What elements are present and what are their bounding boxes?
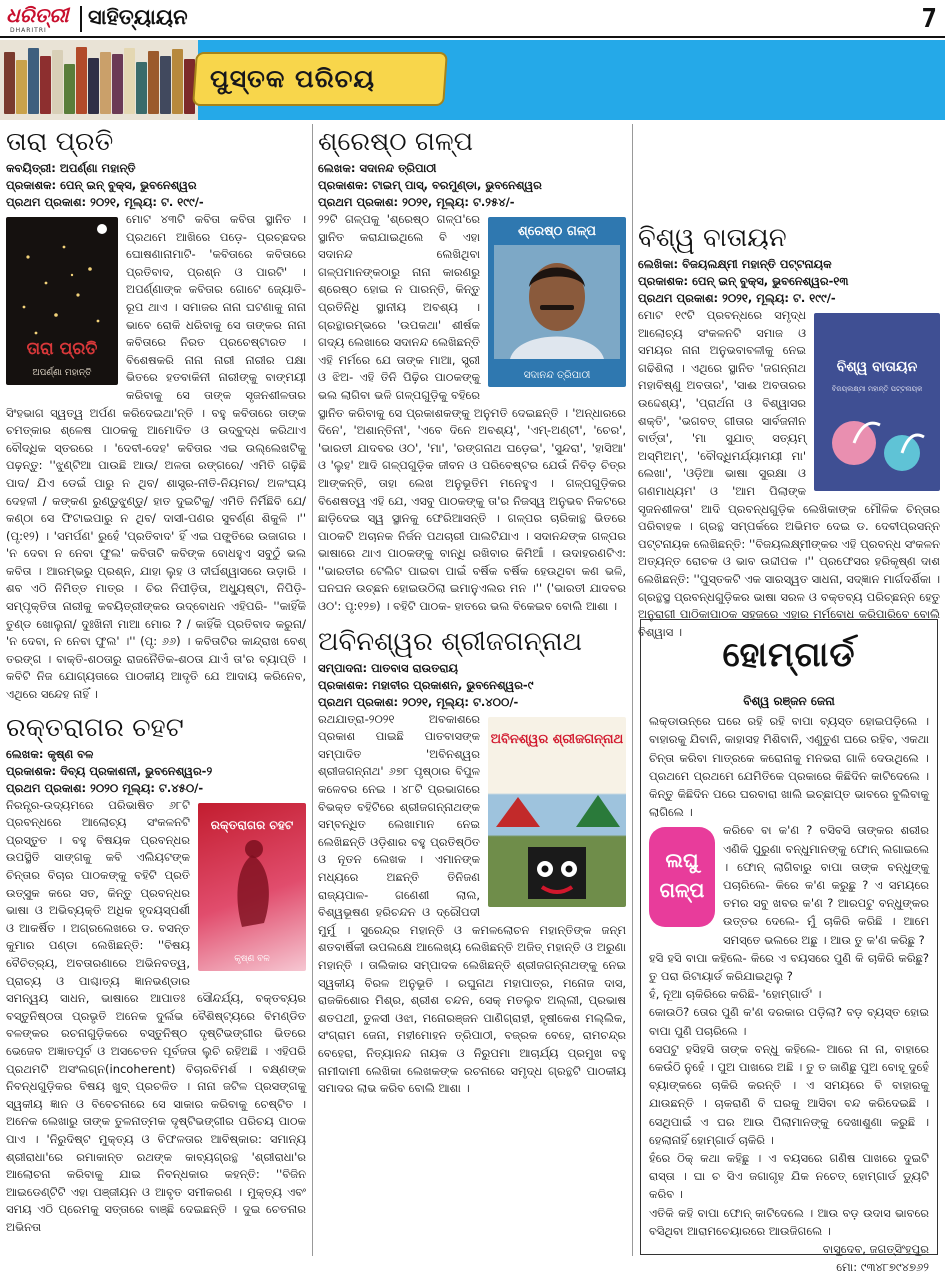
book-cover-shreshtha-galpa [488, 217, 626, 387]
review-author: ଲେଖକ: କୃଷ୍ଣ ବଳ [6, 746, 94, 761]
review-title: ତାରା ପ୍ରତି [6, 127, 114, 157]
book-cover-srijagannatha [488, 717, 626, 907]
book-cover-biswa-batayana [814, 313, 940, 491]
section-title: ସାହିତ୍ୟାୟନ [88, 5, 188, 29]
review-publisher: ପ୍ରକାଶକ: ପେନ୍ ଇନ୍ ବୁକ୍ସ, ଭୁବନେଶ୍ୱର [6, 178, 197, 192]
review-edition: ପ୍ରଥମ ପ୍ରକାଶ: ୨୦୨୧, ମୂଲ୍ୟ: ଟ. ୧୯୯/- [6, 195, 204, 209]
masthead-divider [80, 6, 82, 32]
flamingo-artwork [814, 313, 940, 491]
short-story-box [640, 619, 938, 1275]
column-middle [318, 124, 626, 1098]
laghu-galpa-badge: ଲଘୁ ଗଳ୍ପ [649, 827, 715, 927]
page-number: 7 [921, 4, 937, 34]
cover-title: ରକ୍ତରାଗର ଚହଟ [210, 817, 294, 832]
story-paragraph: ଲକ୍‌ଡାଉନ୍‌ରେ ଘରେ ରହି ରହି ବାପା ବ୍ୟସ୍ତ ହୋଇପଡ଼ିଲେ । ବାହାରକୁ ଯିବାନି, କାହାସହ ମିଶିବାନି, ଏଣୁତୁଣ ଘରେ ରହିବ, ଏକଥା ଚିନ୍ତା କରିବା ମାତ୍ରକେ କରୋନାକୁ ମନଭରା ଗାଳି ଦେଉଥିଲେ । ପ୍ରଥମେ ପ୍ରଥମେ ଯେମିତିକେ ପ୍ରକାରେ କିଛିଦିନ କାଟିଦେଲେ । କିନ୍ତୁ କିଛିଦିନ ପରେ ଘରବାରା ଖାଲି ଇଚ୍ଛାପ୍ତ ଭାବରେ ବୁଲିବାକୁ ଲାଗିଲେ । [649, 714, 929, 820]
cover-title: ତାରା ପ୍ରତି [26, 339, 98, 359]
story-paragraph: ହସି ହସି ବାପା କହିଲେ- କିରେ ଏ ବୟସରେ ପୁଣି କି ଚାକିରି କରିଛୁ? ତୁ ପରା ରିଟାୟାର୍ଡ କରିଯାଇଥିଲୁ ? [649, 950, 929, 984]
cover-title: ବିଶ୍ୱ ବାତାୟନ [836, 359, 918, 375]
jagannatha-artwork [488, 717, 626, 907]
review-raktaragara-chahata [6, 712, 306, 1237]
book-review-banner [0, 40, 945, 120]
story-author-place: ବାସୁଦେବ, ଜଗତ୍‌ସିଂହପୁର [822, 1242, 929, 1257]
review-body: ମୋଟ ୧୯ଟି ପ୍ରବନ୍ଧରେ ସମୃଦ୍ଧ ଆଲୋଚ୍ୟ ସଂକଳନଟି ସମାଜ ଓ ସମୟର ନାନା ଅନୁଭବାବଳୀକୁ ନେଇ ଗଢିଶିଲା । ଏଥିରେ ସ୍ଥାନିତ 'ଜଗନ୍ନାଥ ମହାବିଷ୍ଣୁ ଅବତାର', 'ସାଈ ଅବତାରର ଉଦ୍ଦେଶ୍ୟ', 'ପ୍ରାର୍ଥନା ଓ ବିଶ୍ୱାସର ଶକ୍ତି', 'ଭଗବତ୍ ଗୀତାର ସାର୍ବଜନୀନ ବାର୍ତ୍ତା', 'ମା ସୁଯାତ୍ ସତ୍ୟମ୍ ଅସ୍ମିଅମ୍', 'ବୌଦ୍ଧିମର୍ଯ୍ୟାମୟୀ ମା' ଲେଖା', 'ଓଡ଼ିଆ ଭାଷା ସୁରକ୍ଷା ଓ ଗଣମାଧ୍ୟମ' ଓ 'ଆମ ପିଲାଙ୍କ ସୃଜନଶୀଳତା' ଆଦି ପ୍ରବନ୍ଧଗୁଡ଼ିକ ଲେଖିକାଙ୍କ ମୌଳିକ ଚିନ୍ତାର ପରିବାହକ । ଗ୍ରନ୍ଥ ସମ୍ପର୍କରେ ଅଭିମତ ଦେଇ ଡ. ଦେବୀପ୍ରସନ୍ନ ପଟ୍ଟନାୟକ ଲେଖିଛନ୍ତି: ''ବିଜୟଲକ୍ଷ୍ମୀଙ୍କର ଏହି ପ୍ରବନ୍ଧ ସଂକଳନ ଅତ୍ୟନ୍ତ ରୋଚକ ଓ ଭାବ ଉଦ୍ଦୀପକ ।'' ପ୍ରଫେସର ହରିକୃଷ୍ଣ ଦାଶ ଲେଖିଛନ୍ତି: ''ପୁସ୍ତକଟି ଏକ ସାରସ୍ୱତ ସାଧନା, ସଦ୍‌ଜ୍ଞାନ ମାର୍ଗଦର୍ଶିକା । ଗ୍ରନ୍ଥସ୍ଥ ପ୍ରବନ୍ଧଗୁଡ଼ିକର ଭାଷା ସରଳ ଓ ବକ୍ତବ୍ୟ ପରିଚ୍ଛନ୍ନ ହେତୁ ଅନୁରାଗୀ ପାଠିକାପାଠକ ସହଜରେ ଏହାର ମର୍ମବୋଧ କରିପାରିବେ ବୋଲି ବିଶ୍ୱାସ । [638, 308, 940, 639]
author-portrait [488, 217, 626, 387]
bookshelf-image [0, 40, 198, 120]
stars-pattern [6, 217, 118, 385]
review-author: ଲେଖକ: ସଦାନନ୍ଦ ତ୍ରିପାଠୀ [318, 161, 437, 175]
masthead [0, 0, 945, 38]
banner-title: ପୁସ୍ତକ ପରିଚୟ [210, 64, 376, 93]
review-edition: ପ୍ରଥମ ପ୍ରକାଶ: ୨୦୨୧, ମୂଲ୍ୟ: ଟ.୪୦୦/- [318, 694, 519, 709]
review-title: ଶ୍ରେଷ୍ଠ ଗଳ୍ପ [318, 127, 474, 157]
review-publisher: ପ୍ରକାଶକ: ପେନ୍ ଇନ୍ ବୁକ୍ସ, ଭୁବନେଶ୍ୱର-୧୩ [638, 274, 849, 288]
story-paragraph: ସେପଟୁ ହସିହସି ତାଙ୍କ ବନ୍ଧୁ କହିଲେ- ଆରେ ନା ନା, ବାହାରେ କେଉଁଠି ନୁହେଁ । ପୁଅ ପାଖରେ ଅଛି । ତୁ ତ ଜାଣିଛୁ ପୁଅ ବୋହୂ ଦୁହେଁ ବ୍ୟାଙ୍କରେ ଚାକିରି କରନ୍ତି । ଏ ସମୟରେ ବି ବାହାରକୁ ଯାଉଛନ୍ତି । ଚାକରାଣି ବି ଘରକୁ ଆସିବା ବନ୍ଦ କରିଦେଇଛି । ସେଥିପାଇଁ ଏ ଘର ଆଉ ପିଲାମାନଙ୍କୁ ଦେଖାଶୁଣା କରୁଛି । ହେଲାନାହିଁ ହୋମ୍‌ଗାର୍ଡ ଚାକିରି । [649, 1041, 929, 1147]
cover-figure [198, 803, 306, 971]
review-publisher: ପ୍ରକାଶକ: ଟାଇମ୍ ପାସ୍, ବରମୁଣ୍ଡା, ଭୁବନେଶ୍ୱର [318, 178, 542, 192]
review-author: ଲେଖିକା: ବିଜୟଲକ୍ଷ୍ମୀ ମହାନ୍ତି ପଟ୍ଟନାୟକ [638, 257, 832, 271]
review-tara-prati [6, 126, 306, 704]
review-edition: ପ୍ରଥମ ପ୍ରକାଶ: ୨୦୨୧, ମୂଲ୍ୟ: ଟ. ୧୯୯/- [638, 291, 836, 305]
story-paragraph: ହଁରେ ଠିକ୍ କଥା କହିଛୁ । ଏ ବୟସରେ ଗଣିଷ ପାଖରେ ଦୁଇଟି ରାସ୍ତା । ଘା ଚ ସିଏ ଜଗାଗୃହ ଯିକ ନଚେତ୍ ହୋମ୍‌ଗାର୍ଡ ଡ୍ୟୁଟି କରିବ । [649, 1151, 929, 1202]
review-abinashwara-srijagannatha [318, 626, 626, 1098]
review-title: ରକ୍ତରାଗର ଚହଟ [6, 712, 184, 743]
cover-title: ଶ୍ରେଷ୍ଠ ଗଳ୍ପ [518, 224, 596, 239]
cover-author: ବିଜୟଲକ୍ଷ୍ମୀ ମହାନ୍ତି ପଟ୍ଟନାୟକ [831, 385, 923, 393]
story-paragraph: ଏତିକି କହି ବାପା ଫୋନ୍ କାଟିଦେଲେ । ଆଉ ବଡ଼ ଉଦାସ ଭାବରେ ବସିଥିବା ଆରାମଚେୟାରରେ ଆଉଜିଗଲେ । [649, 1205, 929, 1238]
story-paragraph: ହଁ, ନୂଆ ଚାକିରିରେ କରିଛି- 'ହୋମ୍‌ଗାର୍ଡ' । [649, 987, 822, 1002]
review-body: ରଥଯାତ୍ରା-୨୦୨୧ ଅବକାଶରେ ପ୍ରକାଶ ପାଇଛି ପାତବାସଙ୍କ ସମ୍ପାଦିତ 'ଅବିନଶ୍ୱର ଶ୍ରୀଜଗନ୍ନାଥ' ୬୭୮ ପୃଷ୍ଠାର ବିପୁଳ କଳେବର ନେଇ । ୪୮ଟି ପ୍ରଭାଗରେ ବିଭକ୍ତ ବହିଟିରେ ଶ୍ରୀଜଗନ୍ନାଥଙ୍କ ସମ୍ବନ୍ଧିତ ଲେଖାମାନ ନେଇ ଲେଖିଛନ୍ତି ଓଡ଼ିଶାର ବହୁ ପ୍ରତିଷ୍ଠିତ ଓ ନୂତନ ଲେଖକ । ଏମାନଙ୍କ ମଧ୍ୟରେ ଅଛନ୍ତି ତିନିଜଣ ରାଜ୍ୟପାଳ- ଗଣେଶୀ ଲାଲ, ବିଶ୍ୱଭୂଷଣ ହରିଚନ୍ଦନ ଓ ଦ୍ରୌପଦୀ ମୁର୍ମୁ । ସୁରେନ୍ଦ୍ର ମହାନ୍ତି ଓ କମଳଲୋଚନ ମହାନ୍ତିଙ୍କ ଜନ୍ମ ଶତବାର୍ଷିକୀ ଉପଲକ୍ଷେ ଆଲେଖ୍ୟ ଲେଖିଛନ୍ତି ଅଜିତ୍ ମହାନ୍ତି ଓ ଅରୁଣା ମହାନ୍ତି । ତାଲିକାର ସମ୍ପାଦକ ଲେଖିଛନ୍ତି ଶ୍ରୀଜଗନ୍ନାଥଙ୍କୁ ନେଇ ସ୍ୱକୀୟ ବିରଳ ଅନୁଭୂତି । ରଘୁନାଥ ମହାପାତ୍ର, ମନୋଜ ଦାସ, ରାଜକିଶୋର ମିଶ୍ର, ଶ୍ରୀଶ ଚନ୍ଦନ, ସେକ୍ ମତଲୁବ ଅଲ୍ଲୀ, ପ୍ରଭାଷ ଶତପଥୀ, ତୁଳସୀ ଓଝା, ମନୋରଞ୍ଜନ ପାଣିଗ୍ରାହୀ, ହୃଷୀକେଶ ମଲ୍ଲିକ, ସଂଗ୍ରାମ ଜେନା, ମହୀମୋହନ ତ୍ରିପାଠୀ, ବଜ୍ରକ ବେହେ, ରାମଚନ୍ଦ୍ର ବେହେରା, ନିତ୍ୟାନନ୍ଦ ନାୟକ ଓ ନିରୁପମା ଆଚାର୍ଯ୍ୟ ପ୍ରମୁଖ ବହୁ ନାମୀଦାମୀ ଲେଖିକା ଲେଖକଙ୍କ ରଚନାରେ ସମୃଦ୍ଧ ଗ୍ରନ୍ଥଟି ପାଠକୀୟ ସମାଦର ଲାଭ କରିବ ବୋଲି ଆଶା । [318, 711, 626, 1096]
cover-title: ଅବିନଶ୍ୱର ଶ୍ରୀଜଗନ୍ନାଥ [490, 731, 624, 747]
review-body: ନିରନ୍ତ୍ର-ଉଦ୍ୟମରେ ପରିଭାଷିତ ୬୮ଟି ପ୍ରବନ୍ଧରେ ଆଲୋଚ୍ୟ ସଂକଳନଟି ପ୍ରସ୍ତୁତ । ବହୁ ବିଷୟକ ପ୍ରବନ୍ଧର ଉପସ୍ଥିତି ସାଙ୍ଗକୁ କବି ଏଲିୟଟଙ୍କ ଚିନ୍ତାର ବିଚାର ପାଠକଙ୍କୁ ବହିଟି ପ୍ରତି ଉତ୍ସୁକ କରେ ସତ, କିନ୍ତୁ ପ୍ରବନ୍ଧର ଭାଷା ଓ ଅଭିବ୍ୟକ୍ତି ଅଧିକ ହୃଦୟସ୍ପର୍ଶୀ ଓ ଆକର୍ଷିତ । ଅଗ୍ରଲେଖରେ ଡ. ବସନ୍ତ କୁମାର ପଣ୍ଡା ଲେଖିଛନ୍ତି: ''ବିଷୟ ବୈଚିତ୍ର୍ୟ, ଅବତାରଣାରେ ଅଭିନବତ୍ୱ, ପ୍ରାଚ୍ୟ ଓ ପାଶ୍ଚାତ୍ୟ ଜ୍ଞାନଭଣ୍ଡାର ସମନ୍ୱୟ ସାଧନ, ଭାଷାରେ ଆପାତଃ ସୌନ୍ଦର୍ଯ୍ୟ, ବକ୍ତବ୍ୟର ବସ୍ତୁନିଷ୍ଠତା ପ୍ରଭୃତି ଅନେକ ଦୁର୍ଲଭ ବୈଶିଷ୍ଟ୍ୟରେ ବିମଣ୍ଡିତ ବଳଙ୍କର ରଚନାଗୁଡ଼ିକରେ ବସ୍ତୁନିଷ୍ଠ ଦୃଷ୍ଟିଭଙ୍ଗୀର ଭିତରେ ଭେଜେବ ଅଜ୍ଞାତପୂର୍ବ ଓ ଅସଚେତନ ପୂର୍ବଜତା ଲୁଚି ରହିଅଛି । ଏହିପରି ପ୍ରଥମଟି ଅସଂଲଗ୍ନ(incoherent) ବିଚାରବିମର୍ଶ । ବକ୍ଷ୍ଣଙ୍କ ନିବନ୍ଧଗୁଡ଼ିକର ବିଷୟ ଖୁବ୍ ପ୍ରଚଳିତ । ନାନା ଜଟିଳ ପ୍ରସଙ୍ଗକୁ ସ୍ୱକୀୟ ଜ୍ଞାନ ଓ ବିବେଚନାରେ ସେ ସାକାର କରିବାକୁ ଚେଷ୍ଟିତ । ଅନେକ ଲେଖାରୁ ତାଙ୍କ ତୁଳନାତ୍ମକ ଦୃଷ୍ଟିଭଙ୍ଗୀର ପରିଚୟ ପାଠକ ପାଏ । 'ନିରୁଦିଷ୍ଟ ମୁକ୍ତ୍ୟ ଓ ବିଫଳତାର ଆବିଷ୍କାର: ସମାନ୍ୟ ଶ୍ରୀରାଧା'ରେ ରମାକାନ୍ତ ରଥଙ୍କ କାବ୍ୟଗ୍ରନ୍ଥ 'ଶ୍ରୀରାଧା'ର ଆଲୋଚନା କରିବାକୁ ଯାଇ ନିବନ୍ଧକାର କହନ୍ତି: ''ବିଜିନ ଆଇଡେଣ୍ଟିଟି ଏହା ପଞ୍ଜୀୟନ ଓ ଆବୃତ ସମୀକରଣ । ମୁକ୍ତ୍ୟ ଏବଂ ସମୟ ଏଠି ପ୍ରେମକୁ ସତ୍ତାରେ ବାଞ୍ଛି ଦେଇଛନ୍ତି । ଦୁଇ ଚେତନାର ଅଭିନତା [6, 797, 306, 1234]
cover-author: ସଦାନନ୍ଦ ତ୍ରିପାଠୀ [523, 370, 591, 381]
column-rule [632, 124, 633, 1256]
review-title: ବିଶ୍ୱ ବାତାୟନ [638, 223, 787, 253]
book-cover-raktaragara [198, 803, 306, 971]
column-right [638, 220, 940, 641]
review-shreshtha-galpa [318, 126, 626, 616]
review-edition: ପ୍ରଥମ ପ୍ରକାଶ: ୨୦୨୦ ମୂଲ୍ୟ: ଟ.୪୫୦/- [6, 780, 204, 795]
cover-author: ଅପର୍ଣ୍ଣା ମହାନ୍ତି [32, 368, 92, 378]
review-publisher: ପ୍ରକାଶକ: ଦିବ୍ୟ ପ୍ରକାଶନୀ, ଭୁବନେଶ୍ୱର-୨ [6, 763, 213, 778]
story-paragraph: କରିବେ ବା କ'ଣ ? ବସିବସି ତାଙ୍କର ଶରୀର ଏଣିକି ପୁରୁଣା ବନ୍ଧୁମାନଙ୍କୁ ଫୋନ୍ ଲଗାଇଲେ । ଫୋନ୍ ଲାଗିବାରୁ ବାପା ତାଙ୍କ ବନ୍ଧୁଙ୍କୁ ପଚାରିଲେ- କିରେ କ'ଣ କରୁଛୁ ? ଏ ସମୟରେ ତମର ସବୁ ଖବର କ'ଣ ? ଆରପଟୁ ବନ୍ଧୁଙ୍କର ଉତ୍ତର ଦେଲେ- ମୁଁ ଚାକିରି କରିଛି । ଆମେ ସମସ୍ତେ ଭଲରେ ଅଛୁ । ଆଉ ତୁ କ'ଣ କରିଛୁ ? [723, 823, 929, 947]
story-author: ବିଶ୍ୱ ରଞ୍ଜନ ଜେନା [743, 694, 835, 708]
review-title: ଅବିନଶ୍ୱର ଶ୍ରୀଜଗନ୍ନାଥ [318, 626, 583, 657]
review-author: ସମ୍ପାଦନା: ପାତବାସ ରାଉତରାୟ [318, 660, 459, 675]
column-rule [312, 124, 313, 1256]
cover-author: କୃଷ୍ଣ ବଳ [234, 953, 270, 964]
review-publisher: ପ୍ରକାଶକ: ମହାବୀର ପ୍ରକାଶନ, ଭୁବନେଶ୍ୱର-୯ [318, 677, 534, 692]
story-author-phone: ମୋ: ୯୩୪୮୭୯୪୭୬୨ [836, 1260, 929, 1275]
review-body: ୨୨ଟି ଗଳ୍ପକୁ 'ଶ୍ରେଷ୍ଠ ଗଳ୍ପ'ରେ ସ୍ଥାନିତ କରାଯାଇଥିଲେ ବି ଏହା ସଦାନନ୍ଦ ଲେଖିଥିବା ଗଳ୍ପମାନଙ୍କଠାରୁ ନାନା କାରଣରୁ ଶ୍ରେଷ୍ଠ ହୋଇ ନ ପାରନ୍ତି, କିନ୍ତୁ ପ୍ରତିନିଧି ସ୍ଥାନୀୟ ଅବଶ୍ୟ । ଗ୍ରନ୍ଥାରମ୍ଭରେ 'ଉପକଥା' ଶୀର୍ଷକ ଗଦ୍ୟ ଲେଖାରେ ସଦାନନ୍ଦ ଲେଖିଛନ୍ତି ଏହି ମର୍ମରେ ଯେ ତାଙ୍କ ମାଆ, ସ୍ତ୍ରୀ ଓ ଝିଅ- ଏହି ତିନି ପିଢ଼ିର ପାଠକଙ୍କୁ ଭଲ ଲାଗିବା ଭଳି ଗଳ୍ପଗୁଡ଼ିକୁ ବହିରେ ସ୍ଥାନିତ କରିବାକୁ ସେ ପ୍ରକାଶକଙ୍କୁ ଅନୁମତି ଦେଇଛନ୍ତି । 'ଅନ୍ଧାରରେ ଦିନେ', 'ଅଶାନ୍ତିନୀ', 'ଏବେ ଦିନେ ଅବଶ୍ୟ', 'ଏମ୍-ଅଣ୍ଟୀ', 'ଚେର', 'ଭାରତୀ ଯାଦବର ଓ୦', 'ମା', 'ରଙ୍ଗନାଥ ଘଡ଼େଇ', 'ସୁନ୍ଦରା', 'ହାସିଆ' ଓ 'ଲୁହ' ଆଦି ଗଳ୍ପଗୁଡ଼ିକ ଜୀବନ ଓ ପରିବେଷ୍ଟର ଯେଉଁ ନିବିଡ଼ ଚିତ୍ର ଆଙ୍କନ୍ତି, ତାହା ଲେଖ ଅନୁଭୂତିମ ମନେହୁଏ । ଗଳ୍ପଗୁଡ଼ିକର ବିଶେଷତ୍ୱ ଏହି ଯେ, ଏସବୁ ପାଠକଙ୍କୁ ତା'ର ନିଜସ୍ୱ ଅନୁଭବ ନିକଟରେ ଛାଡ଼ିଦେଇ ସ୍ୱ ସ୍ଥାନକୁ ଫେରିଆସନ୍ତି । ଗଳ୍ପର ଚାରିକାନ୍ଥ ଭିତରେ ପାଠକଟି ଅଚାନକ ନିର୍ଜନ ପଥଚାରୀ ପାଲଟିଯାଏ । ସଦାନନ୍ଦଙ୍କ ଗଳ୍ପର ଭାଷାରେ ଥାଏ ପାଠକଙ୍କୁ ବାନ୍ଧି ରଖିବାର କିମିଆଁ । ଉଦାହରଣଟିଏ: ''ଭାରତୀର ଟେଲିଟ ପାଇବା ପାଇଁ ବର୍ଷିକ ବର୍ଷିକ ହେଉଥିବା କଣ ଭଳି, ଘନଘନ ଉଚ୍ଛନ ହୋଇଉଠିଲା ଇମାନୁଏଲର ମନ ।'' ('ଭାରତୀ ଯାଦବର ଓ୦': ପୃ:୧୨୭) । ବହିଟି ପାଠକ- ହାତରେ ଭଲ ବିକେଇବ ବୋଲି ଆଶା । [318, 212, 626, 614]
story-paragraph: କୋଉଠି? ତୋର ପୁଣି କ'ଣ ଦରକାର ପଡ଼ିଲା? ବଡ଼ ବ୍ୟସ୍ତ ହୋଇ ବାପା ପୁଣି ପଚାରିଲେ । [649, 1005, 929, 1038]
review-edition: ପ୍ରଥମ ପ୍ରକାଶ: ୨୦୨୧, ମୂଲ୍ୟ: ଟ.୨୫୪/- [318, 195, 515, 209]
review-author: କବୟିତ୍ରୀ: ଅପର୍ଣ୍ଣା ମହାନ୍ତି [6, 161, 136, 175]
review-biswa-batayana [638, 222, 940, 641]
newspaper-logo: ଧରିତ୍ରୀ [6, 3, 69, 27]
book-cover-tara-prati [6, 217, 118, 385]
newspaper-logo-sub: DHARITRI [10, 27, 47, 34]
story-title: ହୋମ୍‌ଗାର୍ଡ [722, 635, 856, 675]
column-left [6, 124, 306, 1236]
review-body: ମୋଟ ୪୩ଟି କବିତା କବିତା ସ୍ଥାନିତ । ପ୍ରଥମେ ଆଖିରେ ପଡ଼େ- ପ୍ରଚ୍ଛଦର ଘୋଷଣାନାମାଟି- 'କବିତାରେ କବିତାରେ ପ୍ରତିବାଦ, ପ୍ରଶ୍ନ ଓ ପାରଟି' । ଅପର୍ଣ୍ଣାଙ୍କ କବିତାର ଗୋଟେ ଜ୍ୟୋତି-ରୂପ ଥାଏ । ସମାଜର ନାନା ଘଟଣାକୁ ନାନା ଭାବେ ରୋକି ଧରିବାକୁ ସେ ତାଙ୍କର ନାନା କବିତାରେ ନିରତ ପ୍ରଚେଷ୍ଟାରତ । ବିଶେଷକରି ନାନା ନାରୀ ନାରୀର ପକ୍ଷା ଭିତରେ ହତବାକିନୀ ନାରୀଙ୍କୁ ବାଙ୍ମୟୀ କରିବାକୁ ସେ ତାଙ୍କ ସୃଜନଶୀଳତାର ସିଂହଭାଗ ସ୍ୱତ୍ୱ ଅର୍ପଣ କରିଦେଇଥା'ନ୍ତି । ବହୁ କବିତାରେ ତାଙ୍କ ଚମତ୍କାର ଶ୍ଳେଷ ପାଠକକୁ ଆମୋଦିତ ଓ ଉଦ୍ବୁଦ୍ଧ କରିଥାଏ ବୌଦ୍ଧିକ ସ୍ତରରେ । 'ଦେବୀ-ଦେହ' କବିତାର ଏଇ ଉଲ୍ଲେଖଟିକୁ ପଢ଼ନ୍ତୁ: ''ଝୁଣ୍ଟିଆ ପାଉଛି ଆଉ/ ଅଳତା ରଙ୍ଗରେ/ ଏମିତି ଗଢ଼ିଛି ପାଦ/ ଯିଏ ଡେଇଁ ପାରୁ ନ ଥିବ/ ଶାସ୍ତ୍ର-ନୀତି-ନିୟମର/ ଅଳଂଘ୍ୟ ଦେହଳୀ / କଙ୍କଣ ରୁଣ୍ଡୁଝୁଣ୍ଡୁ/ ହାତ ଦୁଇଟିକୁ/ ଏମିତି ନିର୍ମିଛିବି ଯେ/ କଣ୍ଠା ସେ ଫିଟାଇପାରୁ ନ ଥିବ/ ଦାସୀ-ପଣର ସୁବର୍ଣ୍ଣ ଶିକୁଳି ।'' (ପୃ:୧୨) । 'ସମର୍ପଣ' ରୁହେଁ 'ପ୍ରତିବାଦ' ହିଁ ଏଇ ପଙ୍କ୍ତିରେ ଉଜାଗର । 'ନ ଦେବା ନ ନେବା ଫୁଲ' କବିତାଟି କବିଙ୍କ ବୋଧହୁଏ ସବୁଠୁଁ ଭଲ କବିତା । ଆରମ୍ଭରୁ ପ୍ରଶ୍ନ, ଯାହା ଲୁହ ଓ ଦୀର୍ଘଶ୍ୱାସରେ ଉଡ଼ାରି । ଶବ ଏଠି ନିମିତ୍ତ ମାତ୍ର । ଚିର ନିପୀଡ଼ିତା, ଅଧ୍ୟୁଷ୍ଟା, ନିପିଡ଼ି-ସମ୍ପୃକ୍ତିତା ନାରୀକୁ କବୟିତ୍ରୀଙ୍କର ଉଦ୍‌ବୋଧନ ଏହିପରି- ''କାହିଁକି ତୁଣ୍ଡ ଖୋଲୁନା/ ଦୁଃଖିନୀ ମାଆ ମୋର ? / କାହିଁକି ପ୍ରତିବାଦ କରୁନା/ 'ନ ଦେବା, ନ ନେବା ଫୁଲ' ।'' (ପୃ: ୬୬) । କବିତାଟିର କାନ୍ଦ୍ରାଖ ବେଶ୍ ତରଙ୍ଗ । ବାକ୍ତି-ଶଠତାରୁ ରାଜନୈତିକ-ଶଠତା ଯାଏଁ ତା'ର ବ୍ୟାପ୍ତି । କବିଟି ନିଜ ଯୋଗ୍ୟତାରେ ପାଠକୀୟ ଆଦୃତି ଯେ ଆଦାୟ କରିନେବ, ଏଥିରେ ସନ୍ଦେହ ନାହିଁ । [6, 212, 306, 702]
